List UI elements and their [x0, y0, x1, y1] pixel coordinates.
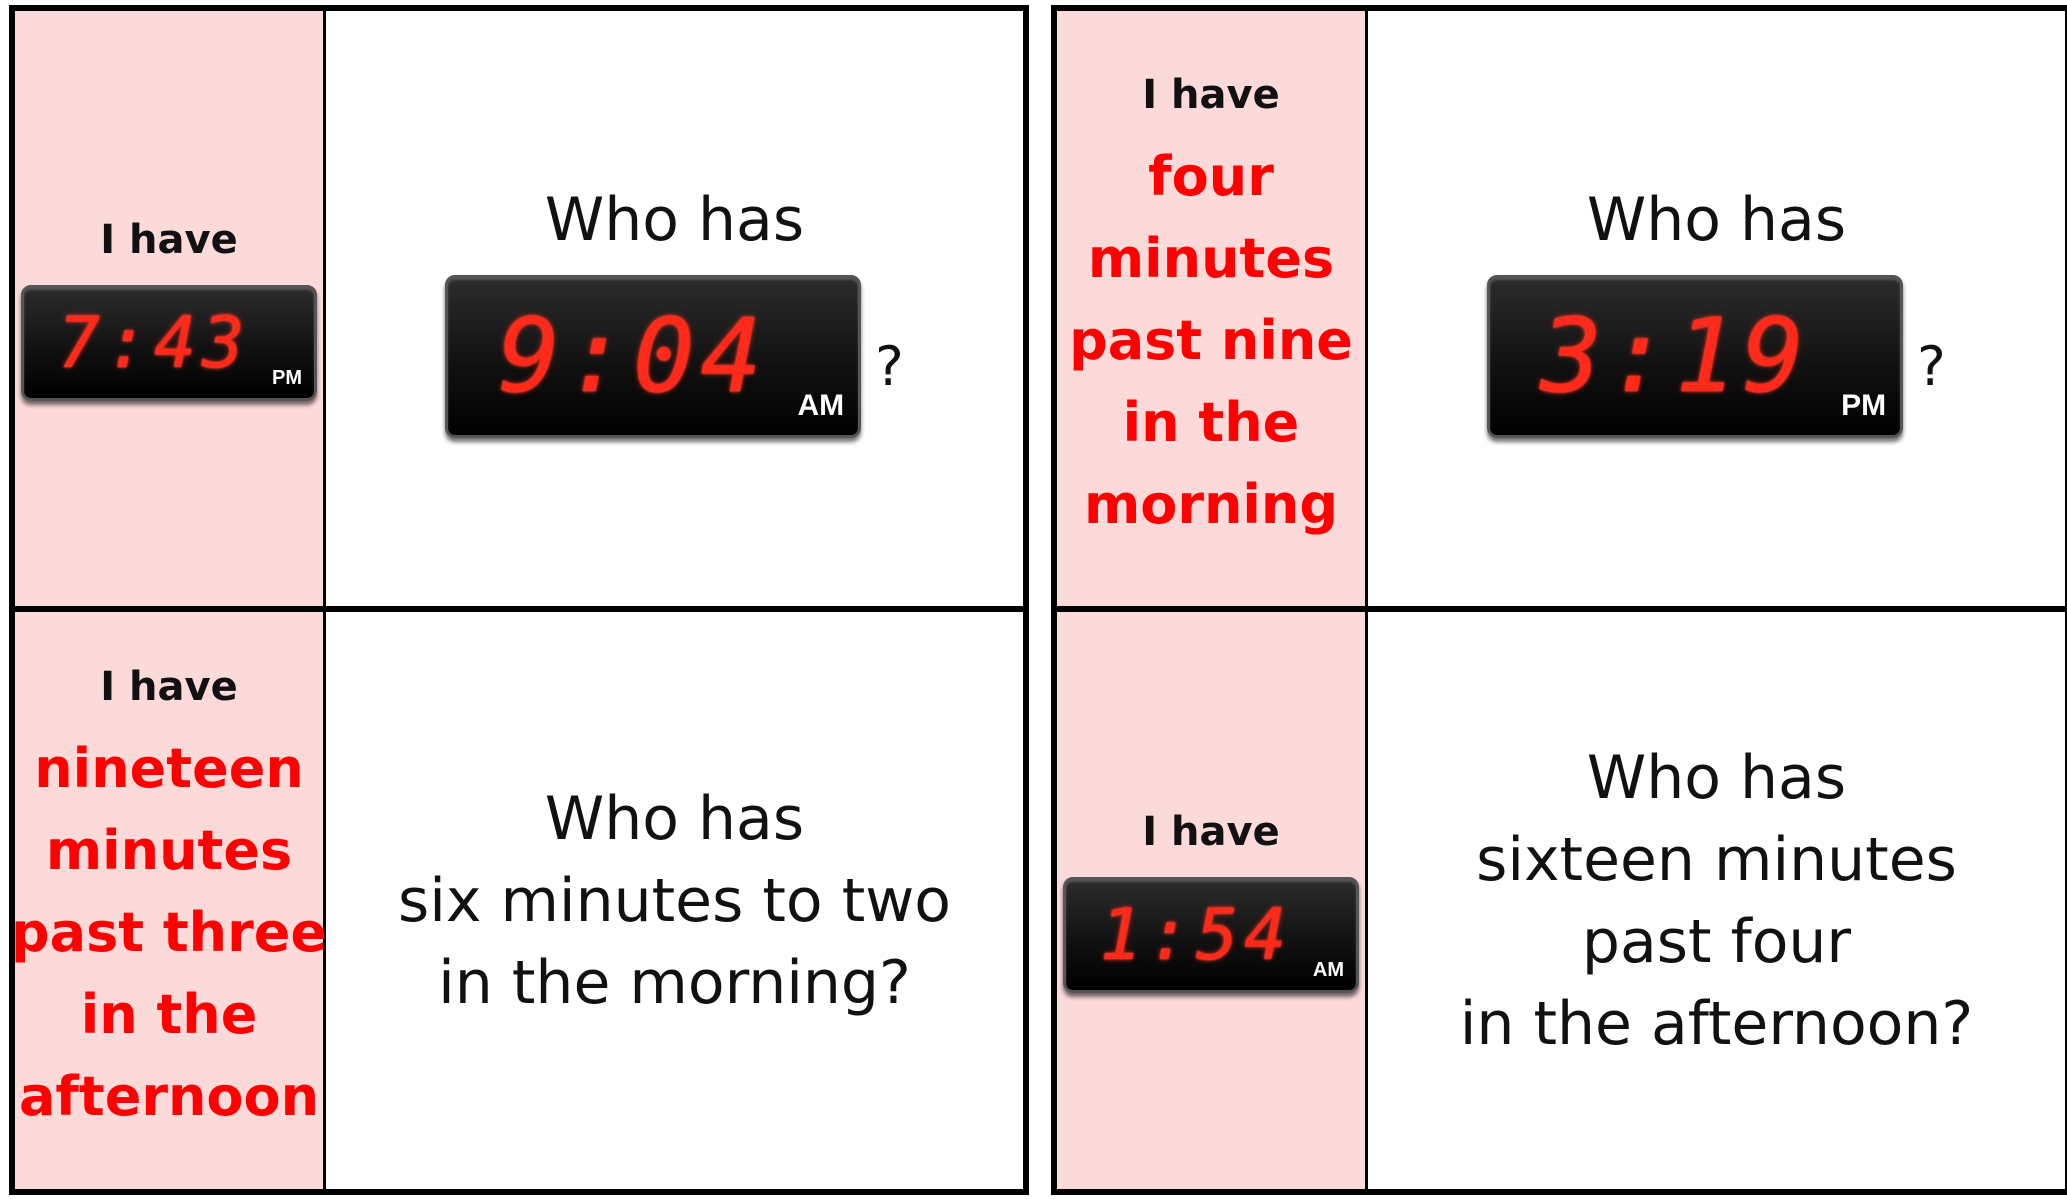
i-have-label: I have: [100, 216, 238, 263]
digital-clock-icon: [1063, 877, 1359, 993]
clock-digits: 1:54: [1099, 893, 1293, 976]
i-have-label: I have: [100, 663, 238, 710]
clock-digits: 3:19: [1540, 297, 1810, 416]
who-has-panel: [326, 11, 1023, 606]
card-sheet-left: [9, 5, 1029, 1195]
who-has-panel: [326, 612, 1023, 1189]
clock-period: AM: [797, 389, 845, 422]
i-have-panel: [1057, 11, 1368, 606]
who-has-question: Who has six minutes to two in the morning?: [397, 783, 952, 1018]
card-3: [11, 609, 1023, 1189]
i-have-panel: [15, 11, 326, 606]
card-4: [1057, 609, 2065, 1189]
i-have-panel: [1057, 612, 1368, 1189]
who-has-panel: [1368, 11, 2065, 606]
clock-digits: 7:43: [57, 301, 251, 384]
digital-clock-icon: [21, 285, 317, 401]
question-mark: ?: [1917, 335, 1946, 398]
card-1: [15, 11, 1023, 609]
digital-clock-icon: [445, 275, 861, 438]
have-time-words: four minutes past nine in the morning: [1069, 144, 1353, 536]
digital-clock-icon: [1487, 275, 1903, 438]
card-2: [1057, 11, 2065, 609]
card-sheet-right: [1051, 5, 2067, 1195]
i-have-label: I have: [1142, 808, 1280, 855]
clock-period: PM: [1841, 389, 1887, 422]
who-has-question: Who has sixteen minutes past four in the afternoon?: [1459, 742, 1974, 1059]
i-have-label: I have: [1142, 71, 1280, 118]
who-has-panel: [1368, 612, 2065, 1189]
clock-digits: 9:04: [498, 297, 768, 416]
clock-period: AM: [1312, 958, 1344, 981]
have-time-words: nineteen minutes past three in the afternoon: [11, 736, 327, 1128]
who-has-label: Who has: [544, 185, 805, 255]
question-mark: ?: [875, 335, 904, 398]
who-has-label: Who has: [1586, 185, 1847, 255]
i-have-panel: [11, 612, 327, 1189]
clock-period: PM: [272, 366, 302, 389]
